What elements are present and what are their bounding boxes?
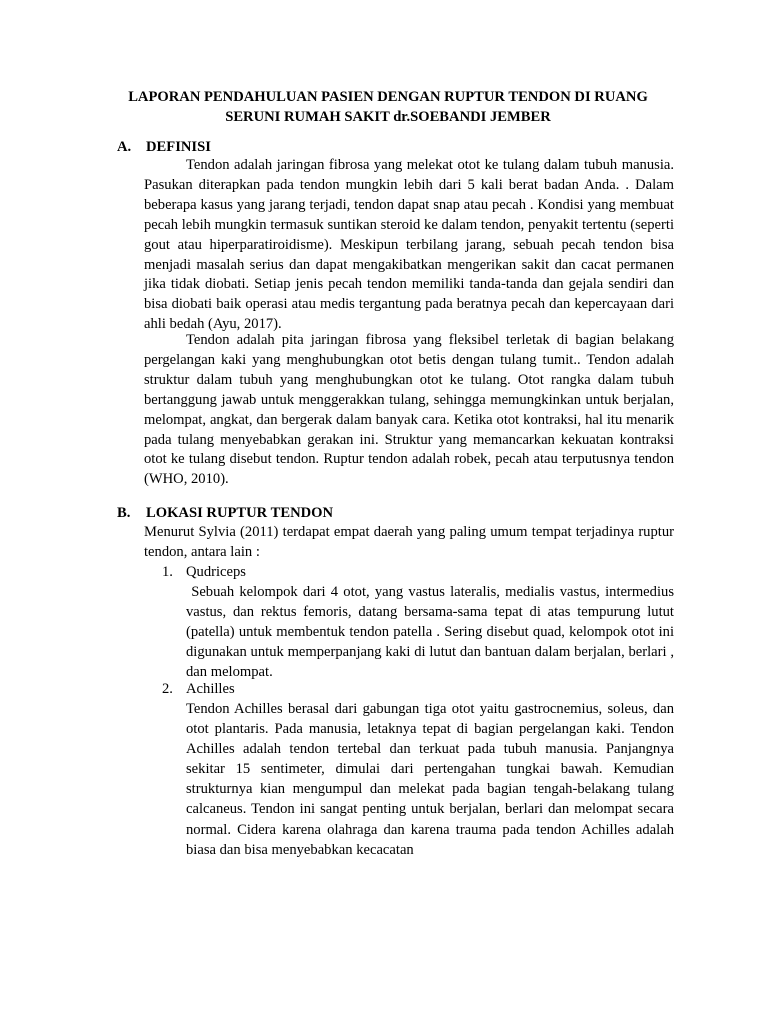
list-item-2-title: Achilles (186, 681, 235, 697)
section-a-paragraph-2: Tendon adalah pita jaringan fibrosa yang fleksibel terletak di bagian belakang pergelangan kaki yang menghubungkan otot betis dengan tulang tumit.. Tendon adalah struktur dalam tubuh yang menghubungkan otot ke tulang. Otot rangka dalam tubuh bertanggung jawab untuk menggerakkan tulang, sehingga memungkinkan untuk berjalan, melompat, angkat, dan bergerak dalam banyak cara. Ketika otot kontraksi, hal itu menarik pada tulang menyebabkan gerakan ini. Struktur yang memancarkan kekuatan kontraksi otot ke tulang disebut tendon. Ruptur tendon adalah robek, pecah atau terputusnya tendon (WHO, 2010). (144, 332, 674, 488)
list-item-2-label (162, 679, 235, 699)
list-item-1-label (162, 562, 246, 582)
section-b-title: LOKASI RUPTUR TENDON (146, 505, 334, 521)
section-a-paragraph-1: Tendon adalah jaringan fibrosa yang melekat otot ke tulang dalam tubuh manusia. Pasukan diterapkan pada tendon mungkin lebih dari 5 kali berat badan Anda. . Dalam beberapa kasus yang jarang terjadi, tendon dapat snap atau pecah . Kondisi yang membuat pecah lebih mungkin termasuk suntikan steroid ke dalam tendon, penyakit tertentu (seperti gout atau hiperparatiroidisme). Meskipun terbilang jarang, sebuah pecah tendon bisa menjadi masalah serius dan dapat mengakibatkan mengerikan sakit dan cacat permanen jika tidak diobati. Setiap jenis pecah tendon memiliki tanda-tanda dan gejala sendiri dan bisa diobati baik operasi atau medis tergantung pada beratnya pecah dan kepercayaan dari ahli bedah (Ayu, 2017). (144, 157, 674, 333)
list-item-2-number: 2. (162, 681, 173, 697)
title-line-1: LAPORAN PENDAHULUAN PASIEN DENGAN RUPTUR TENDON DI RUANG (128, 89, 648, 105)
document-title (100, 87, 676, 127)
section-b-heading (117, 503, 333, 523)
list-item-1-text: Sebuah kelompok dari 4 otot, yang vastus lateralis, medialis vastus, intermedius vastus, dan rektus femoris, datang bersama-sama tepat di atas tempurung lutut (patella) untuk membentuk tendon patella . Sering disebut quad, kelompok otot ini digunakan untuk memperpanjang kaki di lutut dan bantuan dalam berjalan, berlari , dan melompat. (186, 584, 678, 681)
section-a-heading (117, 137, 211, 157)
section-b-letter: B. (117, 505, 131, 521)
list-item-1-number: 1. (162, 564, 173, 580)
section-a-title: DEFINISI (146, 139, 211, 155)
section-b-intro: Menurut Sylvia (2011) terdapat empat daerah yang paling umum tempat terjadinya ruptur tendon, antara lain : (144, 524, 674, 560)
title-line-2: SERUNI RUMAH SAKIT dr.SOEBANDI JEMBER (225, 109, 551, 125)
list-item-1-title: Qudriceps (186, 564, 246, 580)
list-item-2-text: Tendon Achilles berasal dari gabungan tiga otot yaitu gastrocnemius, soleus, dan otot plantaris. Pada manusia, letaknya tepat di bagian pergelangan kaki. Tendon Achilles adalah tendon tertebal dan terkuat pada tubuh manusia. Panjangnya sekitar 15 sentimeter, dimulai dari pertengahan tungkai bawah. Kemudian strukturnya kian mengumpul dan melekat pada bagian tengah-belakang tulang calcaneus. Tendon ini sangat penting untuk berjalan, berlari dan melompat secara normal. Cidera karena olahraga dan karena trauma pada tendon Achilles adalah biasa dan bisa menyebabkan kecacatan (186, 701, 674, 858)
section-a-letter: A. (117, 139, 132, 155)
